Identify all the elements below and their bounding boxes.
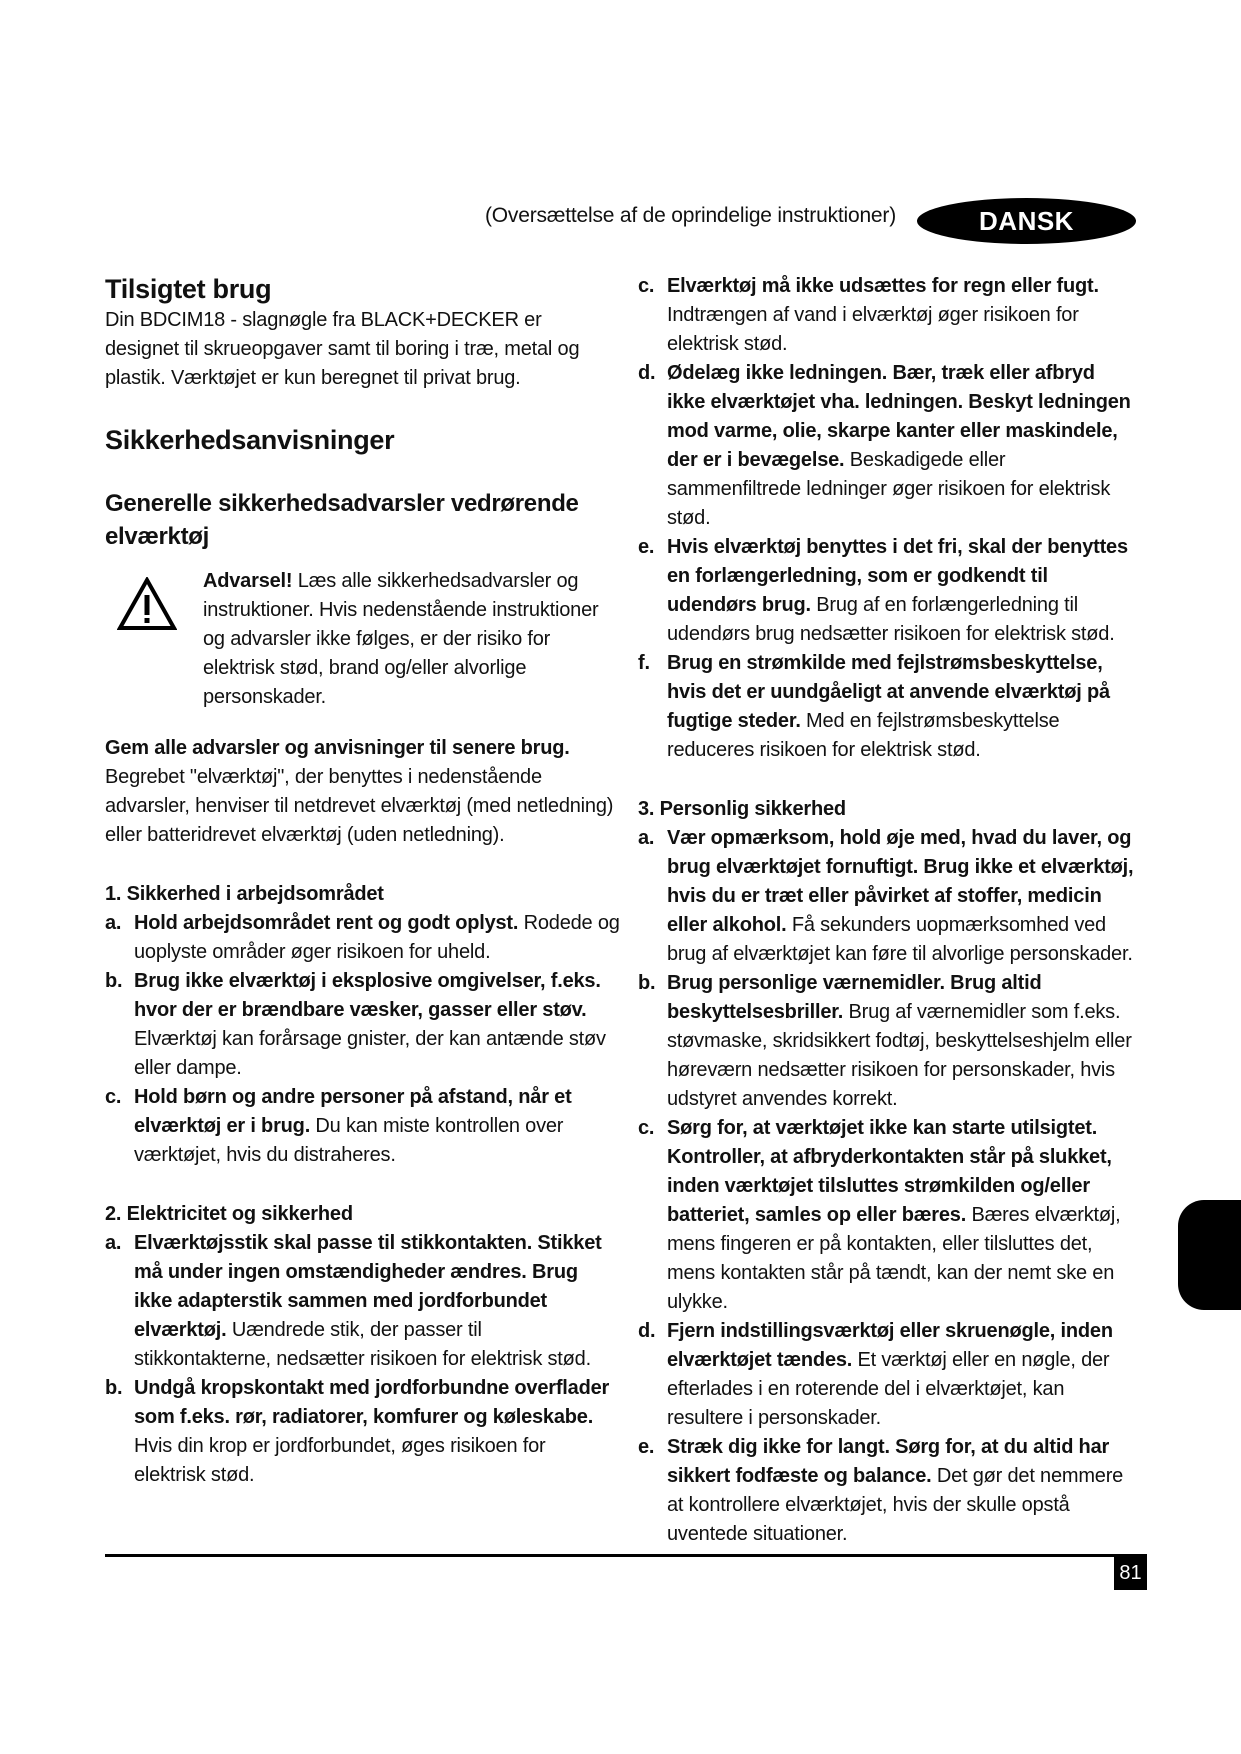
list-item: b. Brug personlige værnemidler. Brug altid beskyttelsesbriller. Brug af værnemidler som f.eks. støvmaske, skridsikkert fodtøj, beskyttelseshjelm eller høreværn nedsætter risikoen for personskader, hvis udstyret anvendes korrekt. [638, 972, 1132, 1110]
intended-use-text: Din BDCIM18 - slagnøgle fra BLACK+DECKER er designet til skrueopgaver samt til boring i træ, metal og plastik. Værktøjet er kun beregnet til privat brug. [105, 309, 580, 389]
intended-use-title: Tilsigtet brug [105, 274, 272, 304]
warning-block [105, 567, 620, 712]
section-heading: 1. Sikkerhed i arbejdsområdet [105, 883, 384, 905]
section-electricity [105, 1200, 620, 1490]
list-item: f. Brug en strømkilde med fejlstrømsbeskyttelse, hvis det er uundgåeligt at anvende elværktøj på fugtige steder. Med en fejlstrømsbeskyttelse reduceres risikoen for elektrisk stød. [638, 652, 1110, 761]
right-column [638, 272, 1138, 1549]
list-item: a. Elværktøjsstik skal passe til stikkontakten. Stikket må under ingen omstændigheder ændres. Brug ikke adapterstik sammen med jordforbundet elværktøj. Uændrede stik, der passer til stikkontakterne, nedsætter risikoen for elektrisk stød. [105, 1232, 602, 1370]
safety-title: Sikkerhedsanvisninger [105, 425, 395, 455]
list-item: c. Sørg for, at værktøjet ikke kan starte utilsigtet. Kontroller, at afbryderkontakten står på slukket, inden værktøjet tilsluttes strømkilden og/eller batteriet, samles op eller bæres. Bæres elværktøj, mens fingeren er på kontakten, eller tilsluttes det, mens kontakten står på tændt, kan der nemt ske en ulykke. [638, 1117, 1121, 1313]
keep-instructions-text: Gem alle advarsler og anvisninger til senere brug. Begrebet "elværktøj", der benyttes i nedenstående advarsler, henviser til netdrevet elværktøj (med netledning) eller batteridrevet elværktøj (uden netledning). [105, 737, 614, 846]
list-item: d. Fjern indstillingsværktøj eller skruenøgle, inden elværktøjet tændes. Et værktøj eller en nøgle, der efterlades i en roterende del i elværktøjet, kan resultere i personskader. [638, 1320, 1113, 1429]
footer-divider [105, 1554, 1147, 1557]
list-item: e. Hvis elværktøj benyttes i det fri, skal der benyttes en forlængerledning, som er godkendt til udendørs brug. Brug af en forlængerledning til udendørs brug nedsætter risikoen for elektrisk stød. [638, 536, 1128, 645]
translation-note: (Oversættelse af de oprindelige instruktioner) [485, 204, 896, 227]
left-column [105, 272, 620, 1490]
section-work-area [105, 880, 620, 1170]
list-item: d. Ødelæg ikke ledningen. Bær, træk eller afbryd ikke elværktøjet vha. ledningen. Beskyt ledningen mod varme, olie, skarpe kanter eller maskindele, der er i bevægelse. Beskadigede eller sammenfiltrede ledninger øger risikoen for elektrisk stød. [638, 362, 1131, 529]
warning-triangle-icon [117, 577, 177, 631]
list-item: c. Elværktøj må ikke udsættes for regn eller fugt. Indtrængen af vand i elværktøj øger risikoen for elektrisk stød. [638, 275, 1099, 355]
list-item: e. Stræk dig ikke for langt. Sørg for, at du altid har sikkert fodfæste og balance. Det gør det nemmere at kontrollere elværktøjet, hvis der skulle opstå uventede situationer. [638, 1436, 1124, 1545]
warning-text: Advarsel! Læs alle sikkerhedsadvarsler og instruktioner. Hvis nedenstående instruktioner og advarsler ikke følges, er der risiko for elektrisk stød, brand og/eller alvorlige personskader. [203, 570, 599, 708]
list-item: b. Undgå kropskontakt med jordforbundne overflader som f.eks. rør, radiatorer, komfurer og køleskabe. Hvis din krop er jordforbundet, øges risikoen for elektrisk stød. [105, 1377, 610, 1486]
list-item: b. Brug ikke elværktøj i eksplosive omgivelser, f.eks. hvor der er brændbare væsker, gasser eller støv. Elværktøj kan forårsage gnister, der kan antænde støv eller dampe. [105, 970, 606, 1079]
page-number: 81 [1114, 1557, 1147, 1590]
warning-label: Advarsel! [203, 570, 293, 592]
section-personal-safety [638, 795, 1138, 1549]
general-safety-title: Generelle sikkerhedsadvarsler vedrørende elværktøj [105, 490, 579, 550]
list-item: a. Vær opmærksom, hold øje med, hvad du laver, og brug elværktøjet fornuftigt. Brug ikke et elværktøj, hvis du er træt eller påvirket af stoffer, medicin eller alkohol. Få sekunders uopmærksomhed ved brug af elværktøjet kan føre til alvorlige personskader. [638, 827, 1134, 965]
section-heading: 2. Elektricitet og sikkerhed [105, 1203, 353, 1225]
section-heading: 3. Personlig sikkerhed [638, 798, 846, 820]
language-badge: DANSK [917, 198, 1136, 244]
list-item: c. Hold børn og andre personer på afstand, når et elværktøj er i brug. Du kan miste kontrollen over værktøjet, hvis du distraheres. [105, 1086, 572, 1166]
page-header [0, 196, 1241, 252]
list-item: a. Hold arbejdsområdet rent og godt oplyst. Rodede og uoplyste områder øger risikoen for uheld. [105, 912, 620, 963]
section-thumb-tab [1178, 1200, 1241, 1310]
